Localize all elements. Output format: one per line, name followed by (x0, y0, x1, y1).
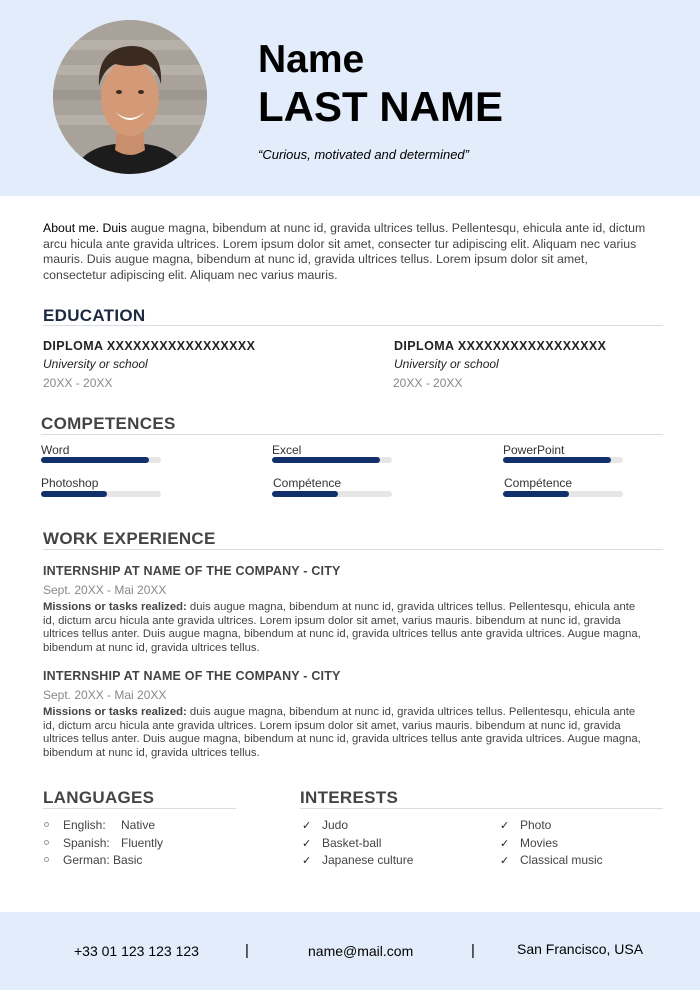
about-paragraph (43, 221, 651, 283)
language-level: Fluently (121, 836, 164, 850)
language-item (44, 836, 163, 852)
about-text: augue magna, bibendum at nunc id, gravida ultrices tellus. Pellentesqu, ehicula ante id, dictum arcu hicula ante gravida ultrices. Lorem ipsum dolor sit amet, consecter tur adipiscing elit. Aliquam nec varius mauris. Duis augue magna, bibendum at nunc id, gravida ultrices tellus. Lorem ipsum dolor sit amet, consectetur adipiscing elit. Aliquam nec varius mauris. (43, 221, 646, 282)
check-icon: ✓ (500, 820, 510, 832)
interests-title: INTERESTS (300, 788, 399, 807)
languages-divider (43, 808, 236, 809)
check-icon: ✓ (302, 820, 312, 832)
skill-label: Photoshop (41, 476, 99, 490)
education-diploma: DIPLOMA XXXXXXXXXXXXXXXXX (394, 339, 607, 353)
interest-item (302, 818, 348, 834)
education-divider (43, 325, 663, 326)
job-title: INTERNSHIP AT NAME OF THE COMPANY - CITY (43, 669, 341, 683)
language-name: German: Basic (63, 853, 143, 867)
contact-footer (0, 912, 700, 990)
interest-label: Japanese culture (322, 853, 414, 867)
interest-label: Movies (520, 836, 559, 850)
profile-photo (53, 20, 207, 174)
education-dates: 20XX - 20XX (393, 376, 463, 390)
interests-divider (300, 808, 663, 809)
check-icon: ✓ (302, 838, 312, 850)
language-level: Native (121, 818, 156, 832)
job-text: duis augue magna, bibendum at nunc id, gravida ultrices tellus. Pellentesqu, ehicula ante id, dictum arcu hicula ante gravida ultrices. Lorem ipsum dolor sit amet, varius mauris. bibendum at nunc id, gravida ultrices tellus anter. Duis augue magna, bibendum at nunc id, gravida ultrices tellus ante gravida ultrices. Augue magna, bibendum at nunc id, gravida ultrices tellus. (43, 706, 641, 760)
header-band (0, 0, 700, 196)
email-address[interactable]: name@mail.com (308, 943, 414, 959)
last-name: LAST NAME (258, 83, 503, 130)
interest-item (302, 853, 413, 869)
job-dates: Sept. 20XX - Mai 20XX (43, 688, 167, 702)
language-name: English: (63, 818, 106, 832)
skill-bar (503, 457, 623, 463)
skill-fill (503, 457, 611, 463)
experience-title: WORK EXPERIENCE (43, 529, 216, 548)
interest-label: Basket-ball (322, 836, 382, 850)
competences-title: COMPETENCES (41, 414, 176, 433)
interest-label: Classical music (520, 853, 603, 867)
skill-fill (41, 457, 149, 463)
circle-bullet-icon (44, 857, 49, 862)
check-icon: ✓ (302, 855, 312, 867)
check-icon: ✓ (500, 838, 510, 850)
job-description (43, 706, 643, 761)
skill-bar (41, 457, 161, 463)
competences-divider (41, 434, 663, 435)
footer-separator: | (471, 942, 475, 959)
languages-title: LANGUAGES (43, 788, 155, 807)
interest-item (302, 836, 381, 852)
job-lead: Missions or tasks realized: (43, 706, 187, 718)
location: San Francisco, USA (517, 941, 644, 957)
phone-number[interactable]: +33 01 123 123 123 (74, 943, 199, 959)
job-title: INTERNSHIP AT NAME OF THE COMPANY - CITY (43, 564, 341, 578)
circle-bullet-icon (44, 840, 49, 845)
language-item (44, 818, 155, 834)
skill-bar (503, 491, 623, 497)
job-text: duis augue magna, bibendum at nunc id, gravida ultrices tellus. Pellentesqu, ehicula ante id, dictum arcu hicula ante gravida ultrices. Lorem ipsum dolor sit amet, varius mauris. bibendum at nunc id, gravida ultrices tellus anter. Duis augue magna, bibendum at nunc id, gravida ultrices tellus ante gravida ultrices. Augue magna, bibendum at nunc id, gravida ultrices tellus. (43, 601, 641, 655)
interest-item (500, 836, 558, 852)
first-name: Name (258, 38, 365, 81)
job-lead: Missions or tasks realized: (43, 601, 187, 613)
job-description (43, 601, 643, 656)
education-dates: 20XX - 20XX (43, 376, 113, 390)
circle-bullet-icon (44, 822, 49, 827)
skill-fill (503, 491, 569, 497)
education-title: EDUCATION (43, 306, 146, 325)
skill-bar (272, 491, 392, 497)
skill-label: Compétence (504, 476, 573, 490)
education-diploma: DIPLOMA XXXXXXXXXXXXXXXXX (43, 339, 256, 353)
interest-item (500, 818, 551, 834)
language-item (44, 853, 142, 869)
about-lead: About me. Duis (43, 221, 128, 235)
skill-bar (41, 491, 161, 497)
interest-item (500, 853, 603, 869)
skill-fill (272, 457, 380, 463)
tagline: “Curious, motivated and determined” (258, 147, 469, 162)
footer-separator: | (245, 942, 249, 959)
skill-label: PowerPoint (503, 443, 565, 457)
experience-divider (43, 549, 663, 550)
skill-fill (272, 491, 338, 497)
check-icon: ✓ (500, 855, 510, 867)
job-dates: Sept. 20XX - Mai 20XX (43, 583, 167, 597)
language-name: Spanish: (63, 836, 110, 850)
skill-bar (272, 457, 392, 463)
interest-label: Photo (520, 818, 552, 832)
skill-label: Excel (272, 443, 302, 457)
skill-label: Word (41, 443, 70, 457)
interest-label: Judo (322, 818, 349, 832)
skill-fill (41, 491, 107, 497)
skill-label: Compétence (273, 476, 342, 490)
education-school: University or school (43, 357, 148, 371)
education-school: University or school (394, 357, 499, 371)
